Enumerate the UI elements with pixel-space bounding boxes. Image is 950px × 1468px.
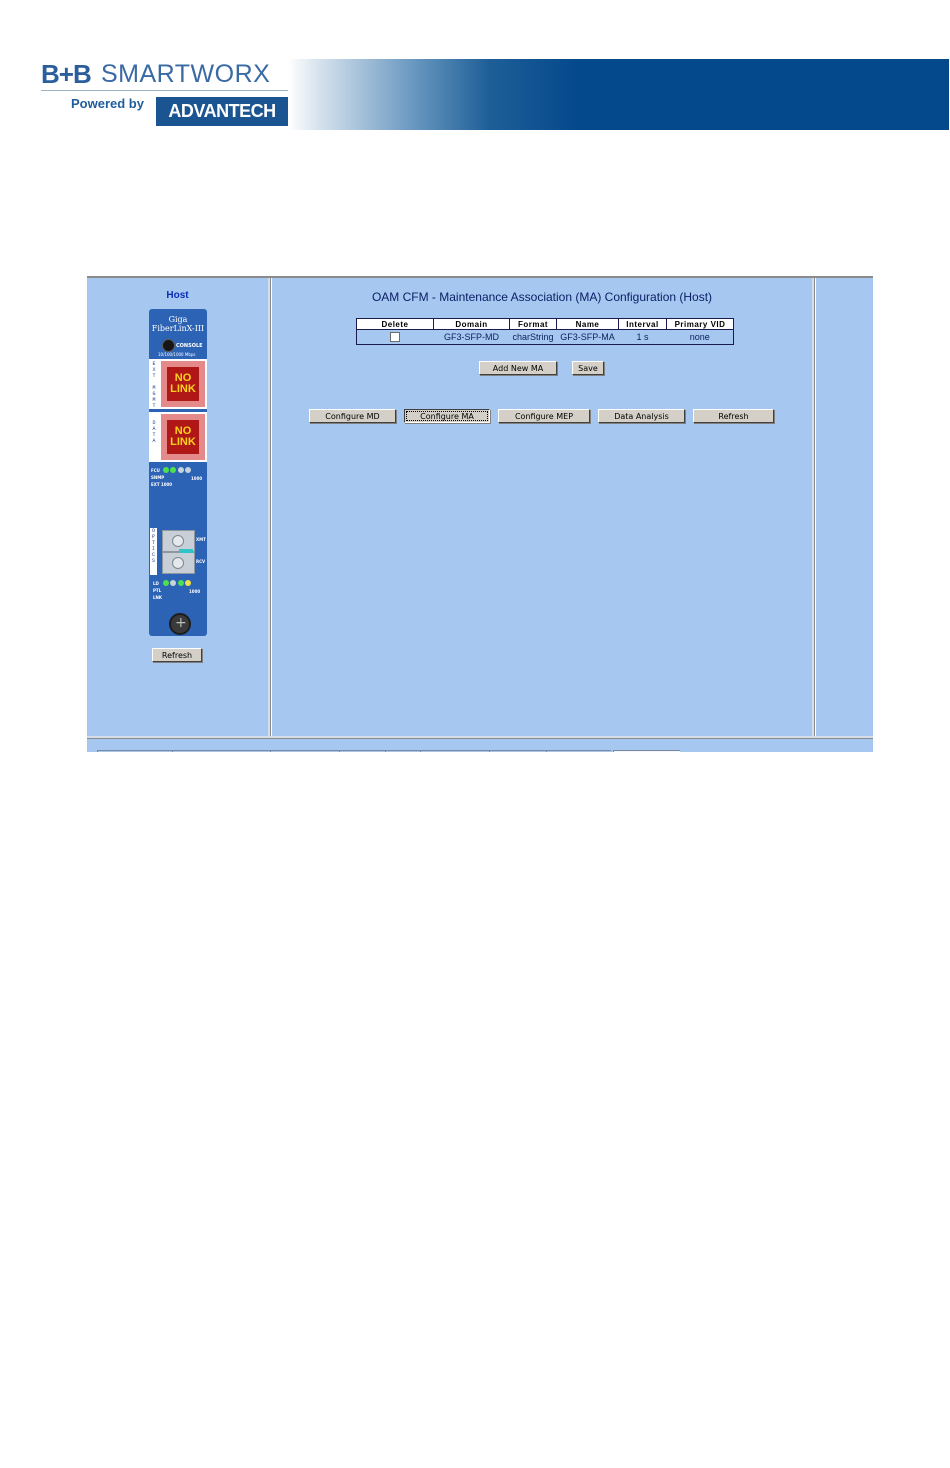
fiber-link-icon [179, 549, 193, 553]
optics-label: O P T I C S [150, 528, 157, 575]
col-primary-vid: Primary VID [667, 319, 734, 330]
bottom-frame [87, 736, 873, 752]
led-label-lnk: LNK [153, 595, 162, 600]
snmp-led-icon [170, 467, 176, 473]
ld-led-icon [163, 580, 169, 586]
ma-table [356, 318, 734, 345]
device-name-line2: FiberLinX-III [151, 324, 205, 333]
col-delete: Delete [357, 319, 434, 330]
ext-mgmt-jack-icon [161, 361, 205, 407]
primary-vid-cell: none [667, 330, 734, 345]
led-label-fcu: FCU [151, 468, 160, 473]
table-header-row [357, 319, 734, 330]
console-port-icon [162, 339, 175, 352]
refresh-button[interactable]: Refresh [693, 409, 774, 423]
port1-label: E X T M G M T [152, 361, 156, 409]
powered-by-text: Powered by [71, 96, 144, 111]
save-button[interactable]: Save [572, 361, 604, 375]
device-faceplate [149, 309, 207, 636]
bottom-tab-active[interactable] [613, 750, 680, 752]
ext-mgmt-port[interactable] [149, 359, 207, 409]
device-refresh-button[interactable]: Refresh [152, 648, 202, 662]
led-label-ptl: PTL [153, 588, 162, 593]
configure-mep-button[interactable]: Configure MEP [498, 409, 590, 423]
bottom-tab[interactable] [339, 750, 385, 752]
configure-md-button[interactable]: Configure MD [309, 409, 396, 423]
device-name [149, 315, 207, 333]
bottom-tab[interactable] [385, 750, 420, 752]
bottom-tab[interactable] [97, 750, 172, 752]
col-format: Format [510, 319, 557, 330]
console-label: CONSOLE [176, 343, 203, 349]
port2-status: NO LINK [170, 425, 196, 448]
col-name: Name [557, 319, 619, 330]
table-row [357, 330, 734, 345]
delete-cell [357, 330, 434, 345]
port2-label: D A T A [152, 420, 156, 444]
col-interval: Interval [619, 319, 667, 330]
format-cell: charString [510, 330, 557, 345]
advantech-logo: ADVANTECH [156, 97, 288, 126]
device-name-line1: Giga [168, 315, 188, 324]
sfp-rcv-icon [162, 552, 195, 574]
name-cell: GF3-SFP-MA [557, 330, 619, 345]
bottom-tab[interactable] [420, 750, 489, 752]
col-domain: Domain [434, 319, 510, 330]
ext-led-icon [178, 467, 184, 473]
speed-label: 10/100/1000 Mbps [158, 352, 196, 357]
interval-cell: 1 s [619, 330, 667, 345]
led-label-snmp: SNMP [151, 475, 165, 480]
led-group1-speed: 1000 [191, 476, 203, 481]
bottom-tab[interactable] [270, 750, 339, 752]
right-frame [815, 278, 873, 736]
data-jack-icon [161, 414, 205, 460]
sfp-xmt-label: XMT [196, 537, 206, 542]
page-title: OAM CFM - Maintenance Association (MA) Configuration (Host) [371, 290, 713, 304]
thumbscrew-icon: + [169, 613, 191, 635]
sfp-rcv-label: RCV [196, 559, 206, 564]
bottom-tab[interactable] [546, 750, 611, 752]
data-analysis-button[interactable]: Data Analysis [598, 409, 685, 423]
host-title: Host [166, 290, 189, 301]
data-port[interactable] [149, 412, 207, 462]
port1-status: NO LINK [170, 372, 196, 395]
fcu-led-icon [163, 467, 169, 473]
lnk-led-icon [178, 580, 184, 586]
logo-smartworx-text: SMARTWORX [101, 60, 271, 88]
web-ui-screenshot [87, 276, 873, 752]
ptl-led-icon [170, 580, 176, 586]
bottom-tab[interactable] [489, 750, 546, 752]
led-group2-speed: 1000 [189, 589, 201, 594]
domain-cell: GF3-SFP-MD [434, 330, 510, 345]
ma-config-panel [271, 278, 815, 736]
add-new-ma-button[interactable]: Add New MA [479, 361, 557, 375]
logo-divider [41, 90, 288, 91]
bottom-tab[interactable] [172, 750, 270, 752]
speed-led-icon [185, 467, 191, 473]
device-panel [87, 278, 271, 736]
led-label-ld: LD [153, 581, 159, 586]
delete-checkbox[interactable] [390, 332, 400, 342]
configure-ma-button[interactable]: Configure MA [404, 409, 490, 423]
led-label-ext: EXT 1000 [151, 482, 173, 487]
logo-bb-text: B+B [41, 59, 91, 89]
fiber-speed-led-icon [185, 580, 191, 586]
